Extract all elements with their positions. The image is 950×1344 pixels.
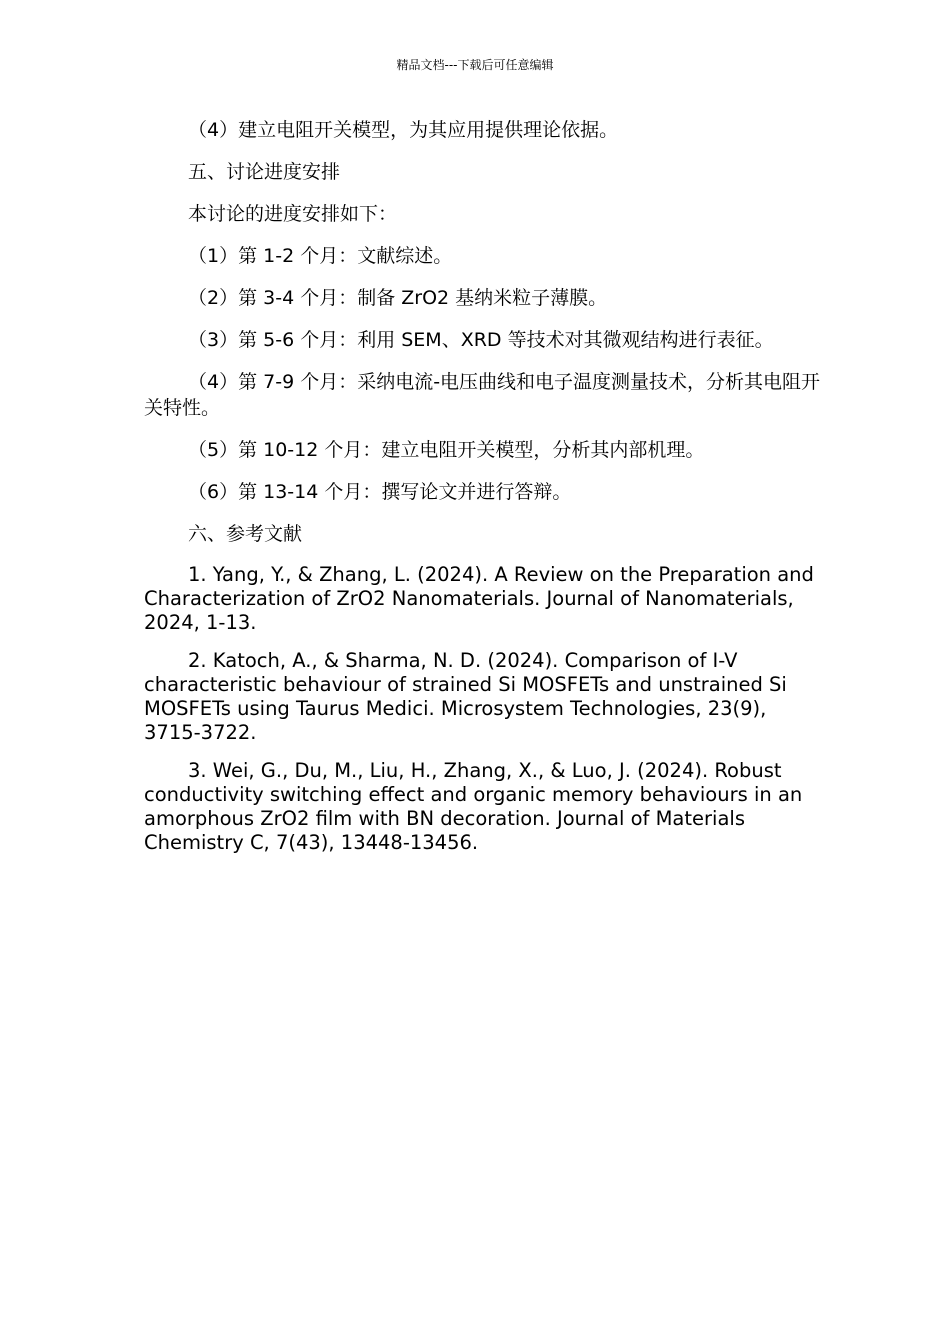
schedule-item-5: （5）第 10-12 个月：建立电阻开关模型，分析其内部机理。 [188,439,705,461]
schedule-item-6: （6）第 13-14 个月：撰写论文并进行答辩。 [188,481,572,503]
schedule-item-2: （2）第 3-4 个月：制备 ZrO2 基纳米粒子薄膜。 [188,287,608,309]
goal-item-4: （4）建立电阻开关模型，为其应用提供理论依据。 [188,119,619,141]
reference-item-1: 1. Yang, Y., & Zhang, L. (2024). A Review on the Preparation and Characterization of ZrO2 Nanomaterials. Journal of Nanomaterials, 2024, 1-13. [144,563,814,634]
reference-item-3: 3. Wei, G., Du, M., Liu, H., Zhang, X., & Luo, J. (2024). Robust conductivity switching effect and organic memory behaviours in an amorphous ZrO2 film with BN decoration. Journal of Materials Chemistry C, 7(43), 13448-13456. [144,759,803,854]
page-header: 精品文档---下载后可任意编辑 [396,58,554,72]
schedule-item-1: （1）第 1-2 个月：文献综述。 [188,245,453,267]
schedule-item-4: （4）第 7-9 个月：采纳电流-电压曲线和电子温度测量技术，分析其电阻开关特性。 [144,371,821,419]
section-heading-references: 六、参考文献 [188,523,303,545]
document-body [144,117,824,869]
schedule-item-3: （3）第 5-6 个月：利用 SEM、XRD 等技术对其微观结构进行表征。 [188,329,774,351]
section-heading-schedule: 五、讨论进度安排 [188,161,341,183]
schedule-intro: 本讨论的进度安排如下： [188,203,398,225]
reference-item-2: 2. Katoch, A., & Sharma, N. D. (2024). Comparison of I-V characteristic behaviour of strained Si MOSFETs and unstrained Si MOSFETs using Taurus Medici. Microsystem Technologies, 23(9), 3715-3722. [144,649,787,744]
